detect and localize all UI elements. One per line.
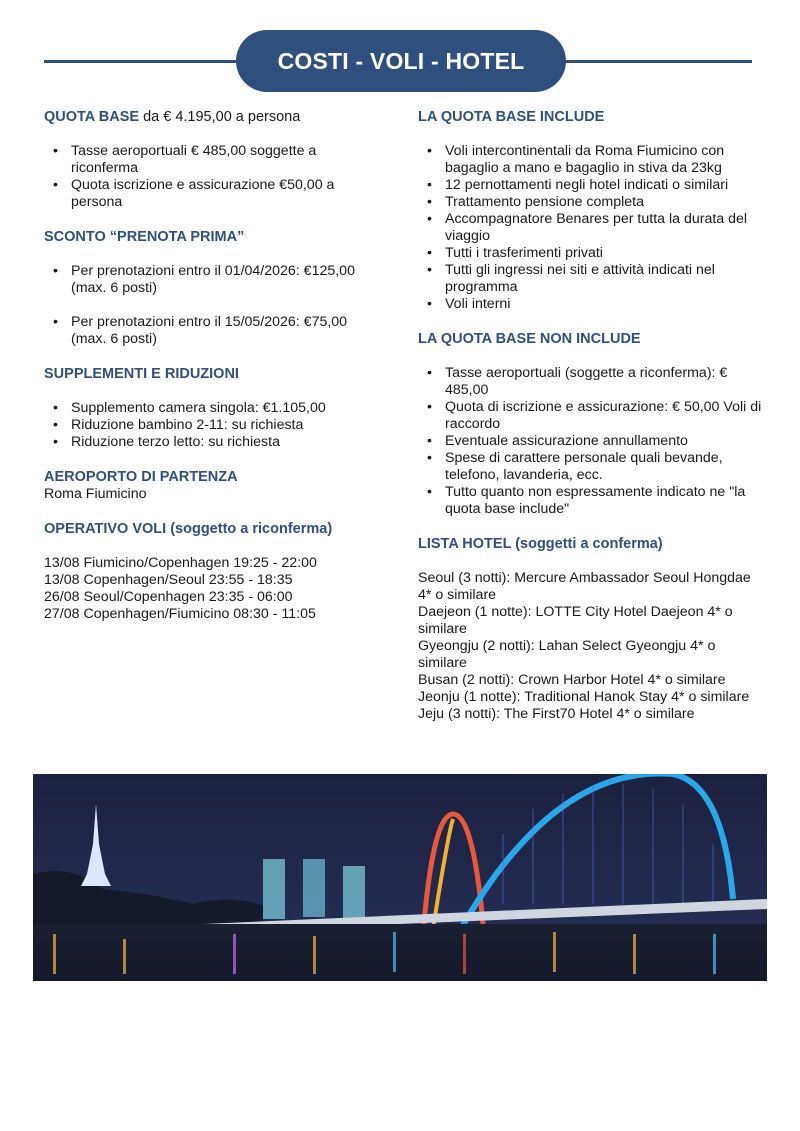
list-item: • Trattamento pensione completa bbox=[445, 194, 768, 211]
list-item: • Tasse aeroportuali (soggette a riconferma): € 485,00 bbox=[445, 365, 768, 399]
flight-row: 26/08 Seoul/Copenhagen 23:35 - 06:00 bbox=[44, 589, 293, 605]
list-item: • Accompagnatore Benares per tutta la durata del viaggio bbox=[445, 211, 768, 245]
list-item: • Tasse aeroportuali € 485,00 soggette a riconferma bbox=[71, 143, 384, 177]
supplementi-heading: SUPPLEMENTI E RIDUZIONI bbox=[44, 366, 239, 382]
sconto-heading: SCONTO “PRENOTA PRIMA” bbox=[44, 229, 245, 245]
list-item: • Per prenotazioni entro il 15/05/2026: €75,00 (max. 6 posti) bbox=[71, 314, 384, 348]
list-item: • Tutto quanto non espressamente indicato ne "la quota base include" bbox=[445, 484, 768, 518]
quota-base-list bbox=[44, 143, 384, 211]
list-item: • Supplemento camera singola: €1.105,00 bbox=[71, 400, 384, 417]
non-include-heading: LA QUOTA BASE NON INCLUDE bbox=[418, 331, 641, 347]
page-title: COSTI - VOLI - HOTEL bbox=[236, 30, 566, 92]
list-item: • Riduzione bambino 2-11: su richiesta bbox=[71, 417, 384, 434]
hotel-row: Seoul (3 notti): Mercure Ambassador Seoul Hongdae 4* o similare bbox=[418, 570, 751, 603]
quota-base-price: da € 4.195,00 a persona bbox=[139, 109, 301, 125]
hotel-row: Jeonju (1 notte): Traditional Hanok Stay 4* o similare bbox=[418, 689, 750, 705]
aeroporto-heading: AEROPORTO DI PARTENZA bbox=[44, 469, 238, 485]
list-item: • Tutti gli ingressi nei siti e attività indicati nel programma bbox=[445, 262, 768, 296]
aeroporto-value: Roma Fiumicino bbox=[44, 486, 147, 502]
hotel-row: Daejeon (1 notte): LOTTE City Hotel Daejeon 4* o similare bbox=[418, 604, 733, 637]
voli-heading: OPERATIVO VOLI (soggetto a riconferma) bbox=[44, 521, 333, 537]
quota-base-label: QUOTA BASE bbox=[44, 109, 140, 125]
night-bridge-photo bbox=[33, 774, 767, 981]
hotel-row: Gyeongju (2 notti): Lahan Select Gyeongju 4* o similare bbox=[418, 638, 716, 671]
supplementi-list bbox=[44, 400, 384, 451]
flight-row: 13/08 Fiumicino/Copenhagen 19:25 - 22:00 bbox=[44, 555, 317, 571]
hotel-row: Jeju (3 notti): The First70 Hotel 4* o similare bbox=[418, 706, 695, 722]
list-item: • Quota di iscrizione e assicurazione: € 50,00 Voli di raccordo bbox=[445, 399, 768, 433]
flight-row: 13/08 Copenhagen/Seoul 23:55 - 18:35 bbox=[44, 572, 293, 588]
right-column bbox=[418, 108, 768, 723]
list-item: • Voli intercontinentali da Roma Fiumicino con bagaglio a mano e bagaglio in stiva da 23kg bbox=[445, 143, 768, 177]
list-item: • Riduzione terzo letto: su richiesta bbox=[71, 434, 384, 451]
include-heading: LA QUOTA BASE INCLUDE bbox=[418, 109, 605, 125]
list-item: • Tutti i trasferimenti privati bbox=[445, 245, 768, 262]
flight-row: 27/08 Copenhagen/Fiumicino 08:30 - 11:05 bbox=[44, 606, 316, 622]
list-item: • Eventuale assicurazione annullamento bbox=[445, 433, 768, 450]
quota-base-heading bbox=[44, 108, 384, 126]
list-item: • Quota iscrizione e assicurazione €50,00 a persona bbox=[71, 177, 384, 211]
list-item: • Spese di carattere personale quali bevande, telefono, lavanderia, ecc. bbox=[445, 450, 768, 484]
list-item: • Voli interni bbox=[445, 296, 768, 313]
sconto-list bbox=[44, 263, 384, 348]
list-item: • 12 pernottamenti negli hotel indicati o similari bbox=[445, 177, 768, 194]
list-item: • Per prenotazioni entro il 01/04/2026: €125,00 (max. 6 posti) bbox=[71, 263, 384, 297]
header-rule-right bbox=[556, 60, 752, 63]
include-list bbox=[418, 143, 768, 313]
hotel-heading: LISTA HOTEL (soggetti a conferma) bbox=[418, 536, 663, 552]
left-column bbox=[44, 108, 384, 623]
hotel-row: Busan (2 notti): Crown Harbor Hotel 4* o similare bbox=[418, 672, 726, 688]
non-include-list bbox=[418, 365, 768, 518]
header-rule-left bbox=[44, 60, 244, 63]
